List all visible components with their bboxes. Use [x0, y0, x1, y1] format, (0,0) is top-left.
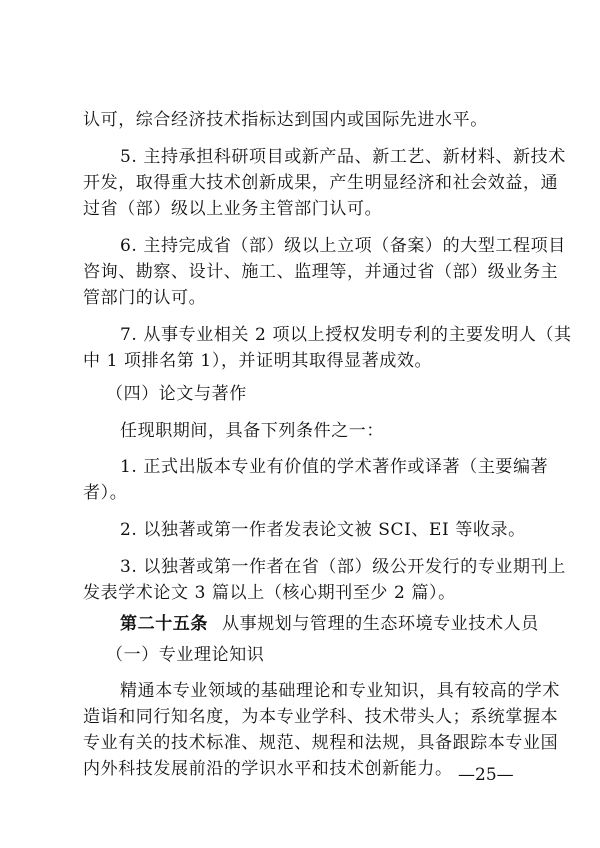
text-line: 认可，综合经济技术指标达到国内或国际先进水平。	[83, 110, 488, 130]
text-line: 1. 正式出版本专业有价值的学术著作或译著（主要编著	[120, 457, 549, 477]
text-line: 内外科技发展前沿的学识水平和技术创新能力。	[83, 759, 453, 779]
text-line: 中 1 项排名第 1），并证明其取得显著成效。	[83, 351, 433, 371]
section-heading: （一）专业理论知识	[106, 645, 265, 665]
text-line: 精通本专业领域的基础理论和专业知识，具有较高的学术	[120, 681, 560, 701]
text-line: 任现职期间，具备下列条件之一：	[120, 421, 384, 441]
text-line: 3. 以独著或第一作者在省（部）级公开发行的专业期刊上	[120, 557, 566, 577]
text-line: 开发，取得重大技术创新成果，产生明显经济和社会效益，通	[83, 173, 559, 193]
text-line: 咨询、勘察、设计、施工、监理等，并通过省（部）级业务主	[83, 262, 559, 282]
text-line: 2. 以独著或第一作者发表论文被 SCI、EI 等收录。	[120, 520, 526, 540]
text-line: 专业有关的技术标准、规范、规程和法规，具备跟踪本专业国	[83, 733, 559, 753]
section-heading: （四）论文与著作	[106, 384, 247, 404]
text-line: 管部门的认可。	[83, 288, 207, 308]
text-line: 过省（部）级以上业务主管部门认可。	[83, 199, 383, 219]
text-line: 造诣和同行知名度，为本专业学科、技术带头人；系统掌握本	[83, 707, 559, 727]
page-number: —25—	[458, 765, 514, 785]
text-line: 6. 主持完成省（部）级以上立项（备案）的大型工程项目	[120, 236, 566, 256]
text-line: 者）。	[83, 483, 128, 503]
text-line: 发表学术论文 3 篇以上（核心期刊至少 2 篇）。	[83, 583, 456, 603]
text-line: 5. 主持承担科研项目或新产品、新工艺、新材料、新技术	[120, 147, 566, 167]
article-title: 从事规划与管理的生态环境专业技术人员	[222, 614, 539, 634]
article-number: 第二十五条	[120, 614, 208, 634]
text-line: 7. 从事专业相关 2 项以上授权发明专利的主要发明人（其	[120, 325, 572, 345]
